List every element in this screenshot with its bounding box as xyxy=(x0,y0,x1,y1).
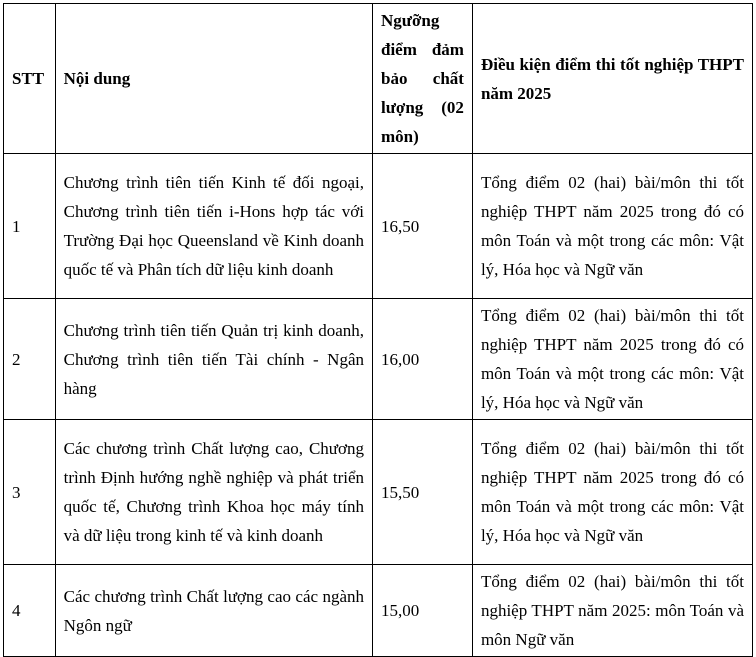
header-threshold: Ngưỡng điểm đảm bảo chất lượng (02 môn) xyxy=(373,4,473,154)
table-row xyxy=(4,154,753,299)
cell-condition: Tổng điểm 02 (hai) bài/môn thi tốt nghiệp THPT năm 2025: môn Toán và môn Ngữ văn xyxy=(472,565,752,657)
cell-content: Các chương trình Chất lượng cao các ngành Ngôn ngữ xyxy=(55,565,372,657)
cell-threshold: 16,00 xyxy=(373,299,473,420)
table-row xyxy=(4,420,753,565)
cell-stt: 1 xyxy=(4,154,56,299)
cell-content: Chương trình tiên tiến Kinh tế đối ngoại, Chương trình tiên tiến i-Hons hợp tác với Trường Đại học Queensland về Kinh doanh quốc tế và Phân tích dữ liệu kinh doanh xyxy=(55,154,372,299)
cell-content: Các chương trình Chất lượng cao, Chương trình Định hướng nghề nghiệp và phát triển quốc tế, Chương trình Khoa học máy tính và dữ liệu trong kinh tế và kinh doanh xyxy=(55,420,372,565)
cell-threshold: 16,50 xyxy=(373,154,473,299)
cell-threshold: 15,00 xyxy=(373,565,473,657)
table-row xyxy=(4,299,753,420)
cell-stt: 4 xyxy=(4,565,56,657)
cell-condition: Tổng điểm 02 (hai) bài/môn thi tốt nghiệp THPT năm 2025 trong đó có môn Toán và một trong các môn: Vật lý, Hóa học và Ngữ văn xyxy=(472,299,752,420)
cell-condition: Tổng điểm 02 (hai) bài/môn thi tốt nghiệp THPT năm 2025 trong đó có môn Toán và một trong các môn: Vật lý, Hóa học và Ngữ văn xyxy=(472,420,752,565)
cell-threshold: 15,50 xyxy=(373,420,473,565)
cell-stt: 3 xyxy=(4,420,56,565)
header-stt: STT xyxy=(4,4,56,154)
cell-content: Chương trình tiên tiến Quản trị kinh doanh, Chương trình tiên tiến Tài chính - Ngân hàng xyxy=(55,299,372,420)
table-header-row xyxy=(4,4,753,154)
cell-condition: Tổng điểm 02 (hai) bài/môn thi tốt nghiệp THPT năm 2025 trong đó có môn Toán và một trong các môn: Vật lý, Hóa học và Ngữ văn xyxy=(472,154,752,299)
header-content: Nội dung xyxy=(55,4,372,154)
admission-threshold-table xyxy=(3,3,753,657)
cell-stt: 2 xyxy=(4,299,56,420)
header-condition: Điều kiện điểm thi tốt nghiệp THPT năm 2025 xyxy=(472,4,752,154)
table-row xyxy=(4,565,753,657)
